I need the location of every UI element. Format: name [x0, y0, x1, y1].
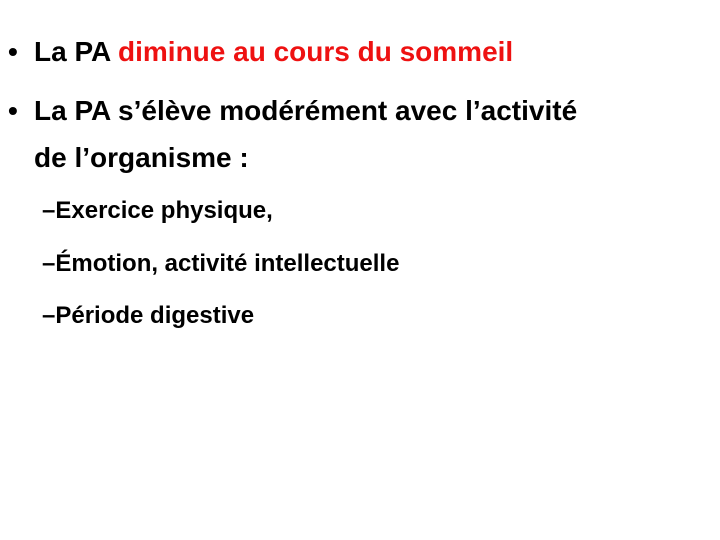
sub-item-3: [42, 302, 254, 330]
sub-item-marker: –: [42, 250, 56, 277]
sub-item-2: [42, 250, 399, 278]
bullet-text-1: [34, 36, 513, 68]
sub-item-text: Période digestive: [55, 302, 255, 329]
bullet-marker: •: [8, 95, 18, 126]
sub-item-1: [42, 197, 273, 225]
sub-item-text: Émotion, activité intellectuelle: [55, 250, 400, 277]
bullet-marker: •: [8, 36, 18, 67]
sub-item-marker: –: [42, 302, 56, 329]
bullet-text-2-line-2: de l’organisme :: [34, 142, 249, 173]
sub-item-text: Exercice physique,: [55, 197, 273, 224]
bullet-text-highlight: diminue au cours du sommeil: [118, 36, 514, 67]
bullet-text-prefix: La PA: [34, 36, 119, 67]
sub-item-marker: –: [42, 197, 56, 224]
bullet-text-2-line-1: La PA s’élève modérément avec l’activité: [34, 95, 578, 126]
